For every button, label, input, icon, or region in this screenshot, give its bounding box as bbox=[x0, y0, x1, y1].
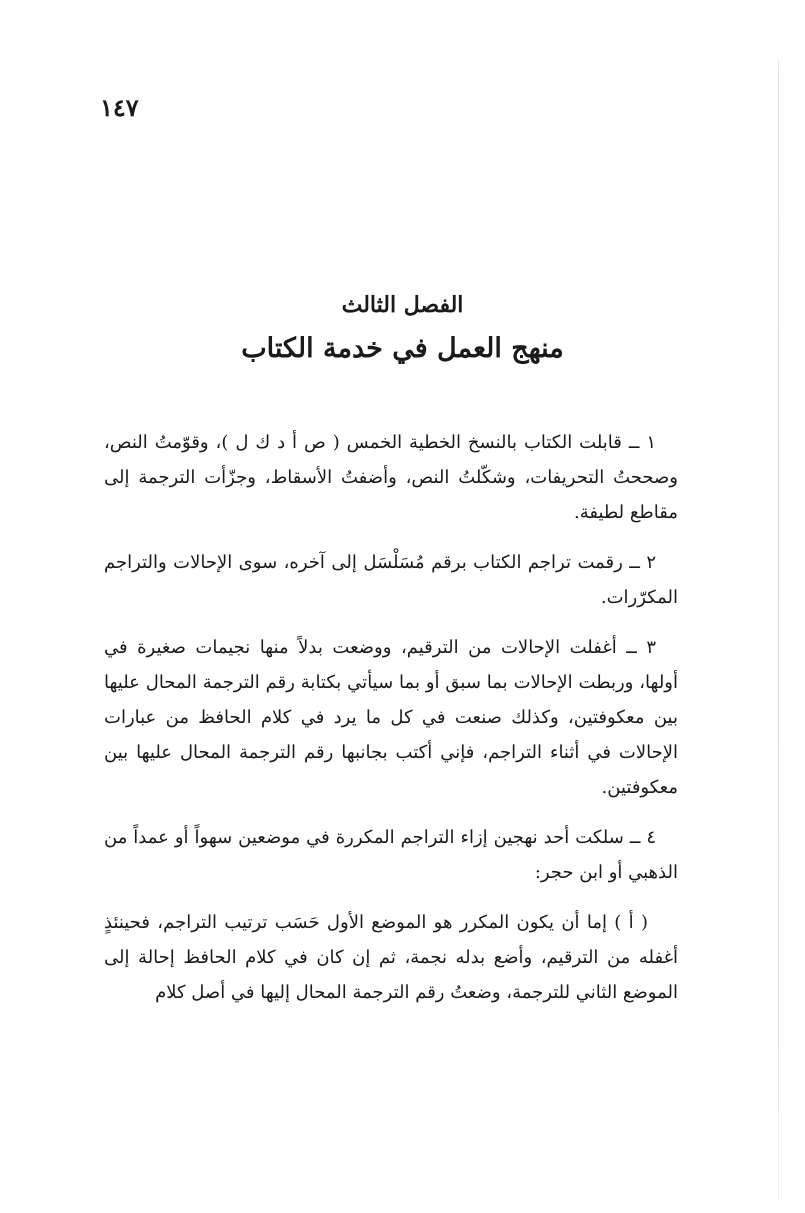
chapter-title: منهج العمل في خدمة الكتاب bbox=[241, 333, 564, 364]
scan-edge-line bbox=[778, 60, 779, 1200]
paragraph-3: ٣ ــ أغفلت الإحالات من الترقيم، ووضعت بدلاً منها نجيمات صغيرة في أولها، وربطت الإحالات بما سبق أو بما سيأتي بكتابة رقم الترجمة المحال عليها بين معكوفتين، وكذلك صنعت في كل ما يرد في كلام الحافظ من عبارات الإحالات في أثناء التراجم، فإني أكتب بجانبها رقم الترجمة المحال عليها بين معكوفتين. bbox=[104, 637, 678, 798]
paragraph-4: ٤ ــ سلكت أحد نهجين إزاء التراجم المكررة في موضعين سهواً أو عمداً من الذهبي أو ابن حجر: bbox=[104, 827, 678, 883]
paragraph-4a: ( أ ) إما أن يكون المكرر هو الموضع الأول حَسَب ترتيب التراجم، فحينئذٍ أغفله من الترقيم، وأضع بدله نجمة، ثم إن كان في كلام الحافظ إحالة إلى الموضع الثاني للترجمة، وضعتُ رقم الترجمة المحال إليها في أصل كلام bbox=[104, 912, 678, 1003]
body-text bbox=[104, 425, 678, 1025]
page-number: ١٤٧ bbox=[100, 93, 139, 122]
paragraph-2: ٢ ــ رقمت تراجم الكتاب برقم مُسَلْسَل إلى آخره، سوى الإحالات والتراجم المكرّرات. bbox=[104, 552, 678, 608]
paragraph-1: ١ ــ قابلت الكتاب بالنسخ الخطية الخمس ( ص أ د ك ل )، وقوّمتُ النص، وصححتُ التحريفات، وشكّلتُ النص، وأضفتُ الأسقاط، وجزّأت الترجمة إلى مقاطع لطيفة. bbox=[104, 432, 678, 523]
chapter-label: الفصل الثالث bbox=[341, 292, 464, 318]
